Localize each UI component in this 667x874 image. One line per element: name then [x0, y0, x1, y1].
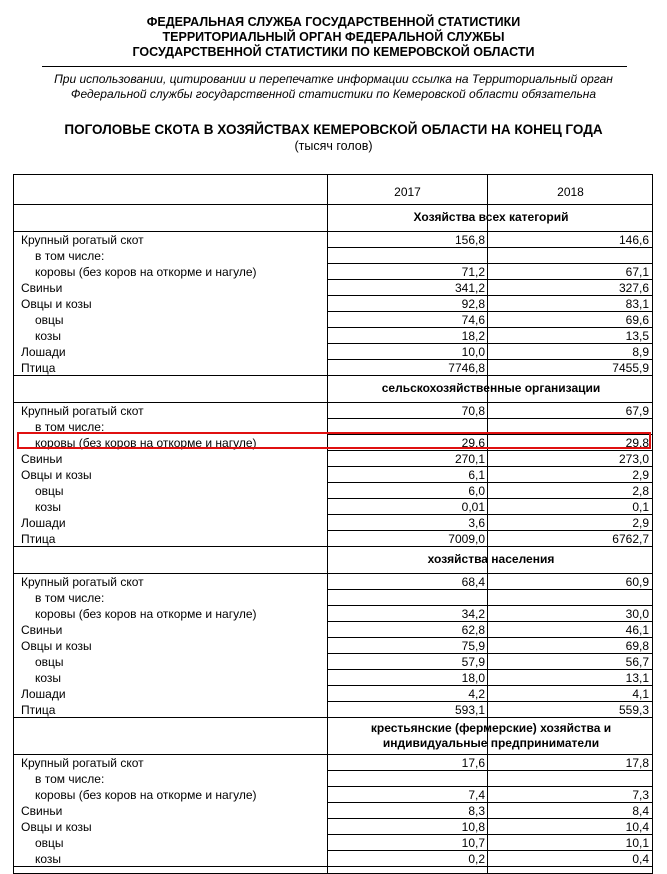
value-2018: 83,1: [625, 297, 649, 311]
value-2017: 270,1: [454, 452, 485, 466]
value-2017: 18,2: [461, 329, 485, 343]
table-row: [14, 328, 653, 344]
value-2017: 57,9: [461, 655, 485, 669]
table-row: [14, 264, 653, 280]
value-2017: 18,0: [461, 671, 485, 685]
table-row: [14, 819, 653, 835]
notice-line-1: При использовании, цитировании и перепечатке информации ссылка на Территориальный орган: [54, 72, 613, 86]
table-row: [14, 483, 653, 499]
value-2017: 4,2: [468, 687, 485, 701]
row-label: овцы: [35, 655, 64, 669]
value-2018: 146,6: [618, 233, 649, 247]
value-2017: 10,8: [461, 820, 485, 834]
value-2017: 3,6: [468, 516, 485, 530]
section-end-divider: [14, 866, 652, 867]
notice-line-2: Федеральной службы государственной статистики по Кемеровской области обязательна: [70, 87, 597, 101]
table-row: [14, 638, 653, 654]
value-2018: 30,0: [625, 607, 649, 621]
value-2018: 60,9: [625, 575, 649, 589]
column-header-2018: 2018: [557, 185, 584, 199]
value-2017: 0,01: [461, 500, 485, 514]
value-2018: 0,1: [632, 500, 649, 514]
table-row: [14, 574, 653, 590]
header-row-divider: [14, 204, 652, 205]
value-2018: 67,9: [625, 404, 649, 418]
row-label: Овцы и козы: [21, 468, 92, 482]
row-label: овцы: [35, 836, 64, 850]
row-label: в том числе:: [35, 591, 105, 605]
row-label: Лошади: [21, 345, 66, 359]
row-label: овцы: [35, 313, 64, 327]
value-2018: 6762,7: [612, 532, 649, 546]
table-row: [14, 515, 653, 531]
table-row: [14, 451, 653, 467]
value-2018: 56,7: [625, 655, 649, 669]
value-2018: 2,9: [632, 516, 649, 530]
row-label: Свиньи: [21, 623, 63, 637]
value-2017: 92,8: [461, 297, 485, 311]
section-end-divider: [14, 546, 652, 547]
value-2018: 69,6: [625, 313, 649, 327]
row-label: в том числе:: [35, 249, 105, 263]
value-2018: 67,1: [625, 265, 649, 279]
value-2018: 7455,9: [612, 361, 649, 375]
table-row: [14, 835, 653, 851]
table-row: [14, 622, 653, 638]
value-2018: 8,9: [632, 345, 649, 359]
row-label: Крупный рогатый скот: [21, 575, 144, 589]
value-2017: 17,6: [461, 756, 485, 770]
row-label: Крупный рогатый скот: [21, 756, 144, 770]
table-row: [14, 670, 653, 686]
value-2017: 7009,0: [448, 532, 485, 546]
header-line-2: ТЕРРИТОРИАЛЬНЫЙ ОРГАН ФЕДЕРАЛЬНОЙ СЛУЖБЫ: [162, 30, 505, 44]
value-2017: 6,1: [468, 468, 485, 482]
row-label: Свиньи: [21, 281, 63, 295]
page-title: ПОГОЛОВЬЕ СКОТА В ХОЗЯЙСТВАХ КЕМЕРОВСКОЙ ОБЛАСТИ НА КОНЕЦ ГОДА: [64, 122, 603, 137]
row-label: овцы: [35, 484, 64, 498]
value-2017: 74,6: [461, 313, 485, 327]
value-2017: 7,4: [468, 788, 485, 802]
table-row: [14, 803, 653, 819]
value-2018: 559,3: [618, 703, 649, 717]
page-subtitle: (тысяч голов): [294, 139, 373, 153]
row-label: Лошади: [21, 687, 66, 701]
livestock-table: [13, 174, 653, 874]
section-title: Хозяйства всех категорий: [413, 210, 569, 224]
value-2018: 29,8: [625, 436, 649, 450]
table-row: [14, 771, 653, 787]
value-2018: 46,1: [625, 623, 649, 637]
table-row: [14, 654, 653, 670]
row-label: Крупный рогатый скот: [21, 404, 144, 418]
value-2018: 8,4: [632, 804, 649, 818]
value-2018: 13,5: [625, 329, 649, 343]
value-2017: 6,0: [468, 484, 485, 498]
value-2017: 62,8: [461, 623, 485, 637]
row-label: козы: [35, 329, 62, 343]
value-2018: 2,9: [632, 468, 649, 482]
row-label: Овцы и козы: [21, 639, 92, 653]
row-label: Свиньи: [21, 804, 63, 818]
header-divider: [42, 66, 627, 67]
value-2017: 0,2: [468, 852, 485, 866]
value-2018: 10,4: [625, 820, 649, 834]
section-end-divider: [14, 375, 652, 376]
row-label: коровы (без коров на откорме и нагуле): [35, 607, 257, 621]
header-line-3: ГОСУДАРСТВЕННОЙ СТАТИСТИКИ ПО КЕМЕРОВСКОЙ ОБЛАСТИ: [132, 45, 535, 59]
value-2017: 341,2: [454, 281, 485, 295]
value-2017: 29,6: [461, 436, 485, 450]
section-title: крестьянские (фермерские) хозяйства и: [370, 721, 612, 735]
row-label: Лошади: [21, 516, 66, 530]
value-2017: 10,0: [461, 345, 485, 359]
value-2018: 10,1: [625, 836, 649, 850]
value-2018: 4,1: [632, 687, 649, 701]
table-row: [14, 531, 653, 547]
row-label: в том числе:: [35, 772, 105, 786]
row-label: козы: [35, 852, 62, 866]
highlighted-row-marker: [17, 432, 651, 449]
row-label: коровы (без коров на откорме и нагуле): [35, 265, 257, 279]
table-row: [14, 312, 653, 328]
value-2017: 8,3: [468, 804, 485, 818]
row-label: Птица: [21, 703, 56, 717]
value-2018: 13,1: [625, 671, 649, 685]
section-title: сельскохозяйственные организации: [381, 381, 601, 395]
column-header-2017: 2017: [394, 185, 421, 199]
header-line-1: ФЕДЕРАЛЬНАЯ СЛУЖБА ГОСУДАРСТВЕННОЙ СТАТИСТИКИ: [146, 15, 521, 29]
table-row: [14, 755, 653, 771]
table-row: [14, 851, 653, 867]
value-2017: 71,2: [461, 265, 485, 279]
value-2017: 34,2: [461, 607, 485, 621]
row-label: Овцы и козы: [21, 820, 92, 834]
row-label: коровы (без коров на откорме и нагуле): [35, 436, 257, 450]
table-row: [14, 344, 653, 360]
value-2018: 327,6: [618, 281, 649, 295]
table-row: [14, 360, 653, 376]
value-2018: 2,8: [632, 484, 649, 498]
row-label: козы: [35, 671, 62, 685]
table-row: [14, 702, 653, 718]
value-2018: 273,0: [618, 452, 649, 466]
section-title-line-2: индивидуальные предприниматели: [382, 736, 600, 750]
value-2017: 10,7: [461, 836, 485, 850]
table-row: [14, 296, 653, 312]
row-label: Овцы и козы: [21, 297, 92, 311]
row-label: коровы (без коров на откорме и нагуле): [35, 788, 257, 802]
value-2017: 70,8: [461, 404, 485, 418]
table-row: [14, 499, 653, 515]
table-row: [14, 787, 653, 803]
section-title: хозяйства населения: [427, 552, 555, 566]
row-label: в том числе:: [35, 420, 105, 434]
value-2018: 0,4: [632, 852, 649, 866]
table-row: [14, 590, 653, 606]
table-row: [14, 248, 653, 264]
row-label: Птица: [21, 532, 56, 546]
value-2018: 7,3: [632, 788, 649, 802]
row-label: козы: [35, 500, 62, 514]
value-2018: 69,8: [625, 639, 649, 653]
table-row: [14, 232, 653, 248]
row-label: Птица: [21, 361, 56, 375]
table-row: [14, 606, 653, 622]
value-2017: 156,8: [454, 233, 485, 247]
value-2017: 75,9: [461, 639, 485, 653]
value-2017: 68,4: [461, 575, 485, 589]
section-end-divider: [14, 717, 652, 718]
value-2017: 7746,8: [448, 361, 485, 375]
row-label: Крупный рогатый скот: [21, 233, 144, 247]
row-label: Свиньи: [21, 452, 63, 466]
table-row: [14, 403, 653, 419]
value-2018: 17,8: [625, 756, 649, 770]
table-row: [14, 686, 653, 702]
table-row: [14, 280, 653, 296]
table-row: [14, 467, 653, 483]
value-2017: 593,1: [454, 703, 485, 717]
